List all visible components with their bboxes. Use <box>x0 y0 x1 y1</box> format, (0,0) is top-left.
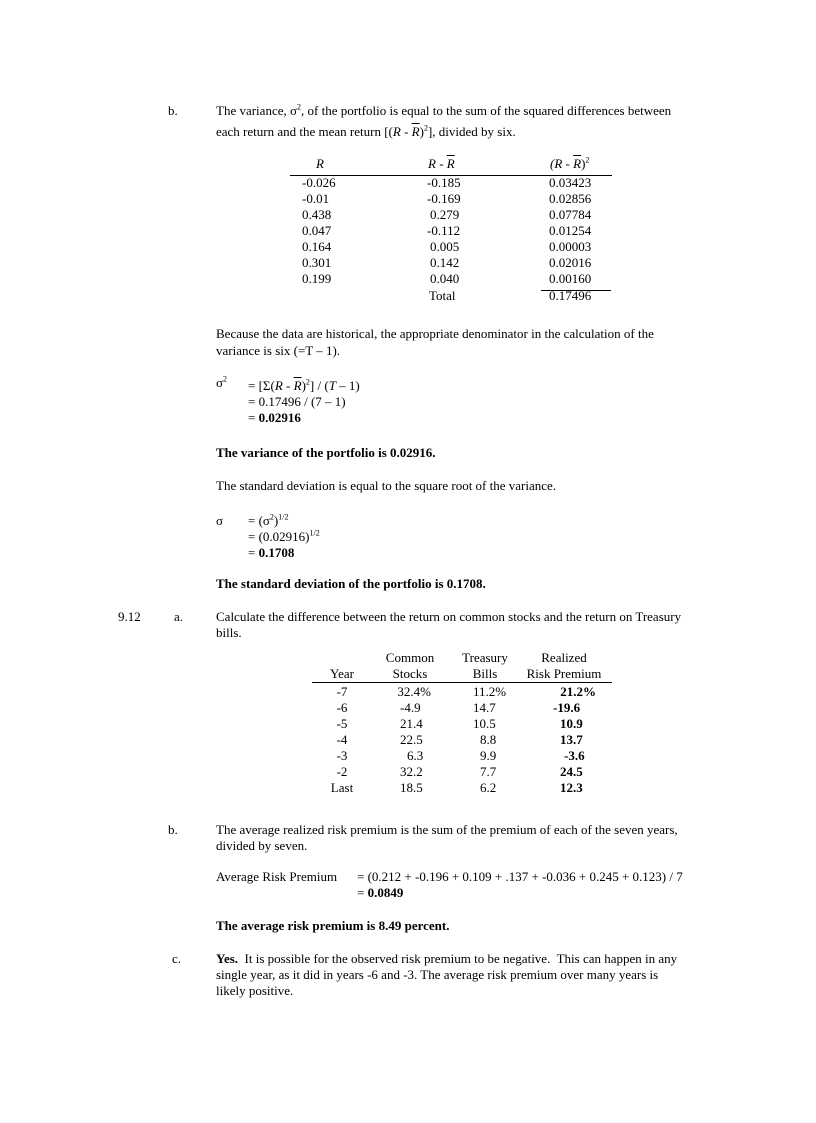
variance-intro-line2: each return and the mean return $[(R - \overline{R})^2]$, divided by six. <box>216 123 516 139</box>
part-c-line3: likely positive. <box>216 983 294 998</box>
part-a-line1: Calculate the difference between the return on common stocks and the return on Treasury <box>216 609 682 624</box>
sigma-squared-symbol: $\sigma^2$ <box>216 374 228 390</box>
sigma-symbol: σ <box>216 513 224 528</box>
table-header-bottom: Year Stocks Bills Risk Premium <box>330 666 602 681</box>
avg-risk-premium-result: = 0.0849 <box>357 885 404 900</box>
because-line2: variance is six (=T – 1). <box>216 343 341 358</box>
variance-intro-line1: The variance, $\sigma^2$, of the portfolio is equal to the sum of the squared differences between <box>216 102 672 118</box>
sd-conclusion: The standard deviation of the portfolio is 0.1708. <box>216 576 486 591</box>
variance-table-header <box>290 156 620 172</box>
col-r-header: R <box>316 156 324 171</box>
part-c-label: c. <box>172 951 182 966</box>
avg-risk-premium-equation: = (0.212 + -0.196 + 0.109 + .137 + -0.036 + 0.245 + 0.123) / 7 <box>357 869 683 884</box>
part-a-line2: bills. <box>216 625 242 640</box>
sd-substitution: = $(0.02916)^{1/2}$ <box>248 528 320 544</box>
part-c-line1: Yes. It is possible for the observed risk premium to be negative. This can happen in any <box>216 951 678 966</box>
sd-formula: = $(\sigma^2)^{1/2}$ <box>248 512 289 528</box>
table-header-top: Common Treasury Realized <box>385 650 587 665</box>
col-sq-header: $(R - \overline{R})^2$ <box>550 155 590 171</box>
col-diff-header: R - $\overline{R}$ <box>428 156 455 171</box>
because-line1: Because the data are historical, the appropriate denominator in the calculation of the <box>216 326 654 341</box>
table-header-rule <box>312 682 612 683</box>
variance-conclusion: The variance of the portfolio is 0.02916. <box>216 445 436 460</box>
part-b-label: b. <box>168 103 178 118</box>
variance-result: = 0.02916 <box>248 410 301 425</box>
avg-risk-premium-label: Average Risk Premium <box>216 869 338 884</box>
risk-premium-table: Common Treasury Realized Year Stocks Bills Risk Premium -7 32.4% 11.2% 21.2% -6 -4.9 14.7 -19.6 -5 21.4 10.5 10.9 -4 22.5 8.8 13.7 -3 6.3 9.9 -3.6 -2 32.2 7.7 24.5 Last 18.5 6.2 12.3 <box>300 650 616 800</box>
variance-formula: = $[\Sigma(R - \overline{R})^2] / (T - 1)$ <box>248 377 360 393</box>
question-number: 9.12 <box>118 609 141 624</box>
sd-intro: The standard deviation is equal to the square root of the variance. <box>216 478 557 493</box>
sd-result: = 0.1708 <box>248 545 295 560</box>
variance-substitution: = 0.17496 / (7 – 1) <box>248 394 346 409</box>
table-total-rule <box>541 290 611 291</box>
avg-risk-premium-conclusion: The average risk premium is 8.49 percent. <box>216 918 450 933</box>
part-b2-line2: divided by seven. <box>216 838 308 853</box>
variance-table: R R - $\overline{R}$ $(R - \overline{R})^2$ -0.026 -0.185 0.03423 -0.01 -0.169 0.02856 0.438 0.279 0.07784 0.047 -0.112 0.01254 0.164 0.005 0.00003 0.301 0.142 0.02016 0.199 0.040 0.00160 Total 0.17496 <box>290 156 620 306</box>
part-a-label: a. <box>174 609 184 624</box>
part-b2-line1: The average realized risk premium is the sum of the premium of each of the seven years, <box>216 822 678 837</box>
table-header-rule <box>290 175 612 176</box>
part-b2-label: b. <box>168 822 178 837</box>
part-c-line2: single year, as it did in years -6 and -3. The average risk premium over many years is <box>216 967 659 982</box>
